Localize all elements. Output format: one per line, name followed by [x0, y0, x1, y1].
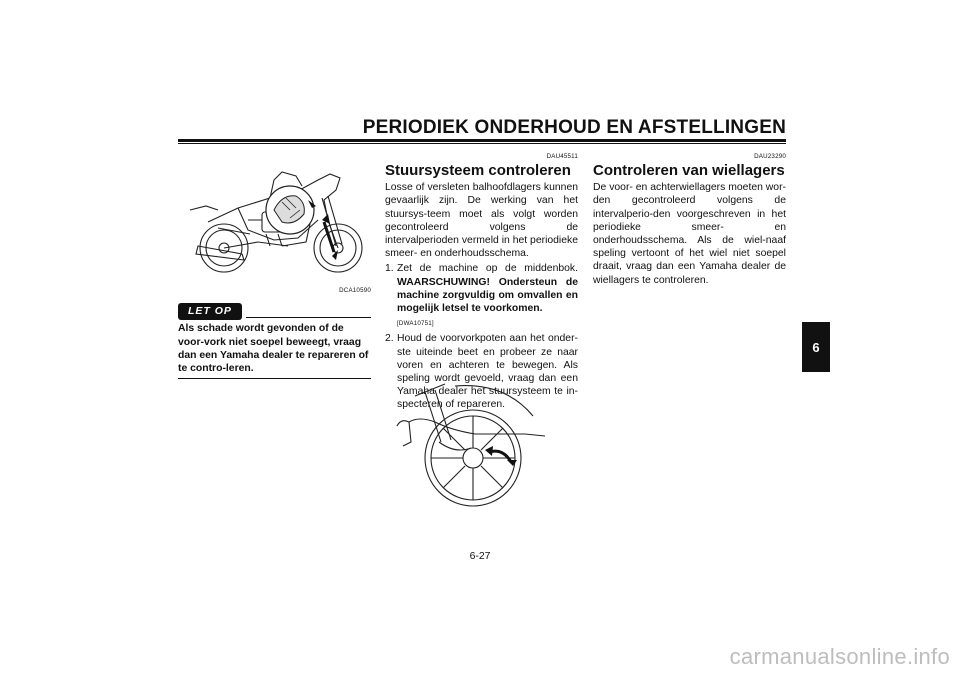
- wheel-section-title: Controleren van wiellagers: [593, 162, 785, 180]
- chapter-tab: 6: [802, 322, 830, 372]
- steering-section-title: Stuursysteem controleren: [385, 162, 571, 180]
- front-wheel-illustration: [395, 382, 557, 510]
- middle-column: [385, 150, 578, 412]
- illustration-code: DCA10590: [339, 287, 371, 294]
- wheel-section-code: DAU23290: [754, 153, 786, 160]
- caution-rule: [246, 317, 371, 318]
- step-1-number: 1.: [385, 263, 394, 275]
- step-2-text: Houd de voorvorkpoten aan het onder-ste uiteinde beet en probeer ze naar voren en achteren te bewegen. Als speling wordt gevoeld, vraag dan een Yamaha dealer het stuursysteem te in-specteren of repareren.: [397, 333, 578, 411]
- steering-intro: Losse of versleten balhoofdlagers kunnen gevaarlijk zijn. De werking van het stuursys-teem moet als volgt worden gecontroleerd volgens de intervalperioden vermeld in het periodieke smeer- en onderhoudsschema.: [385, 182, 578, 260]
- page-number: 6-27: [469, 551, 491, 562]
- header-rule-thin: [178, 143, 786, 144]
- left-column: [178, 150, 371, 379]
- step-1-text: Zet de machine op de middenbok.: [397, 263, 578, 275]
- warning-code: [DWA10751]: [397, 320, 434, 328]
- watermark: carmanualsonline.info: [729, 644, 950, 669]
- header-rule: [178, 139, 786, 142]
- steering-section-code: DAU45511: [546, 153, 578, 160]
- step-1: [385, 262, 578, 315]
- caution-text: Als schade wordt gevonden of de voor-vork niet soepel beweegt, vraag dan een Yamaha dealer te repareren of te contro-leren.: [178, 323, 369, 375]
- right-column: [593, 150, 786, 287]
- caution-bottom-rule: [178, 378, 371, 379]
- caution-notice: [178, 303, 371, 379]
- page-header-title: PERIODIEK ONDERHOUD EN AFSTELLINGEN: [362, 117, 786, 138]
- motorcycle-drawing: [178, 150, 371, 280]
- front-wheel-drawing: [395, 382, 557, 510]
- steering-steps: [385, 262, 578, 315]
- step-1-warning: WAARSCHUWING! Ondersteun de machine zorgvuldig om omvallen en mogelijk letsel te voorkomen.: [397, 276, 578, 315]
- caution-badge: LET OP: [178, 303, 242, 320]
- motorcycle-illustration: [178, 150, 371, 270]
- step-2-number: 2.: [385, 333, 394, 345]
- wheel-body: De voor- en achterwiellagers moeten wor-den gecontroleerd volgens de intervalperio-den voorgeschreven in het periodieke smeer- en onderhoudsschema. Als de wiel-naaf speling vertoont of het wiel niet soepel draait, vraag dan een Yamaha dealer de wiellagers te controleren.: [593, 182, 786, 286]
